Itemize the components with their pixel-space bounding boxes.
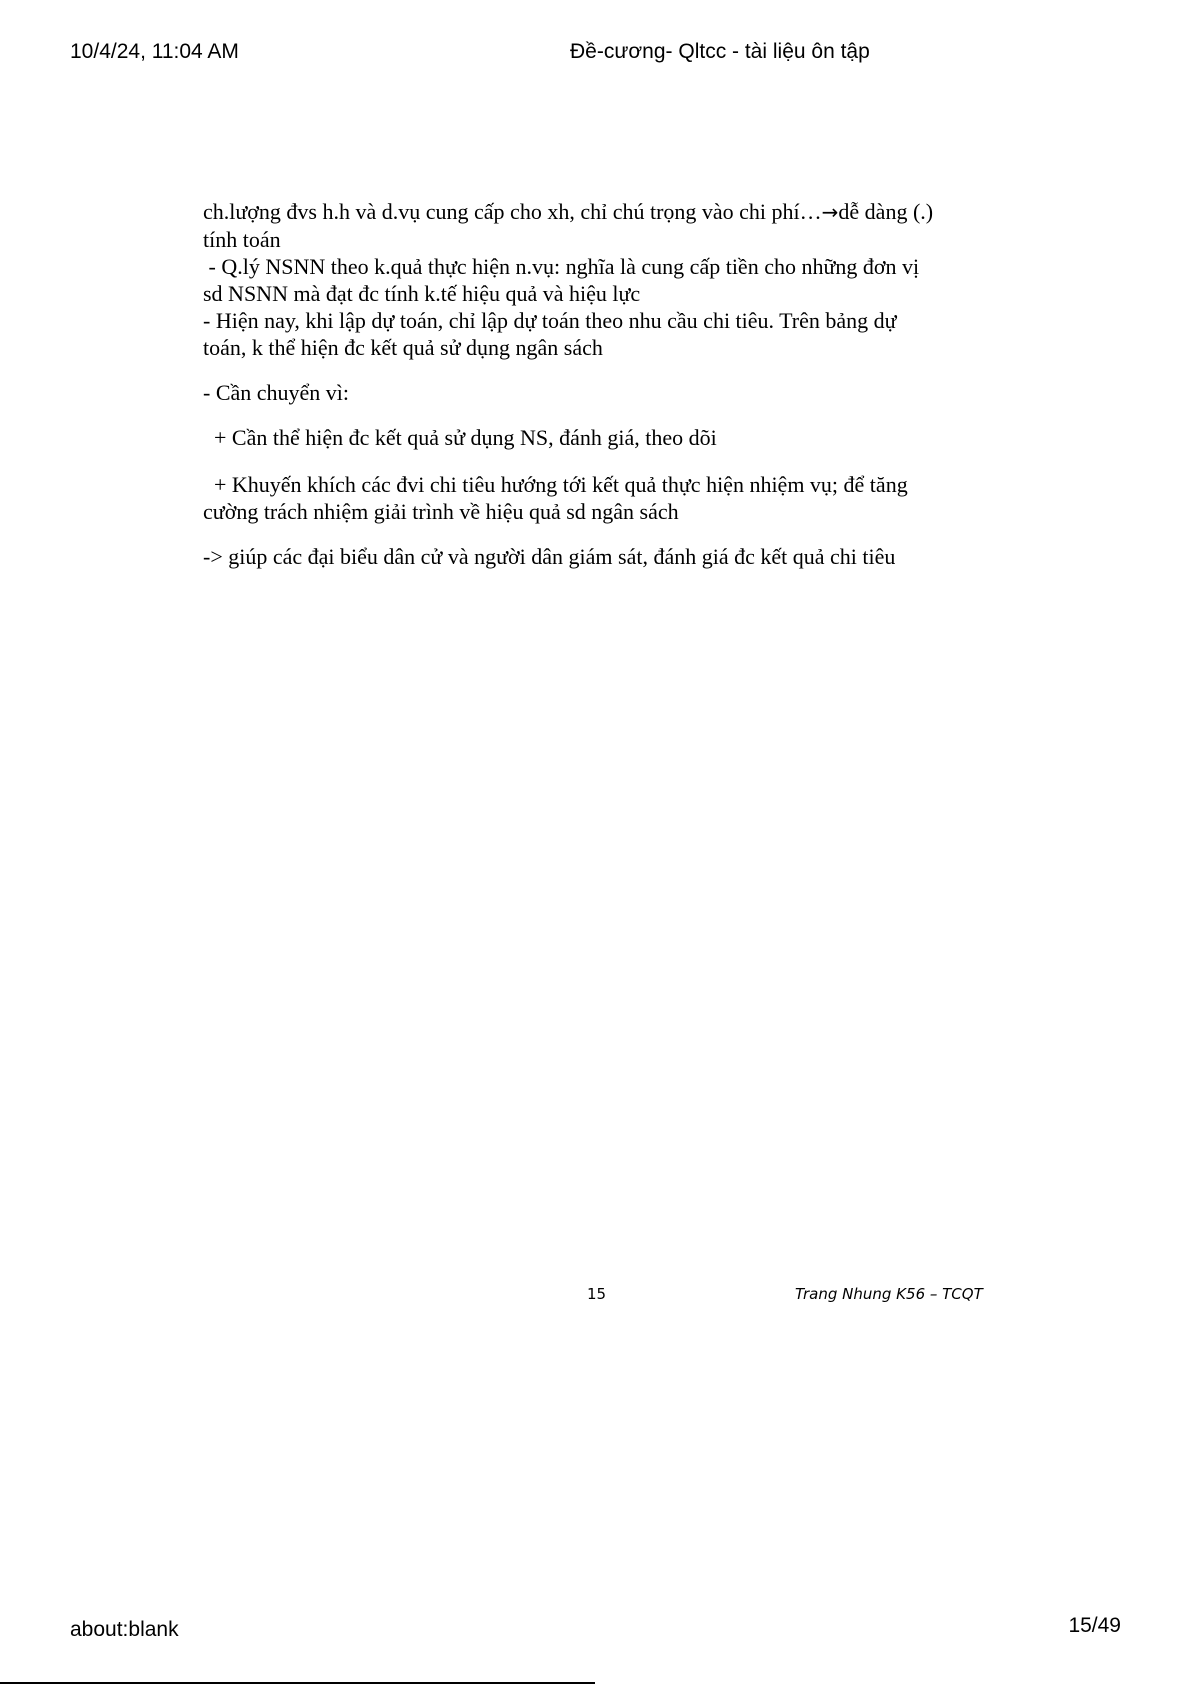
print-page-count: 15/49 xyxy=(1068,1614,1121,1637)
paragraph-line: toán, k thể hiện đc kết quả sử dụng ngân sách xyxy=(203,335,603,360)
print-url: about:blank xyxy=(70,1618,179,1641)
paragraph-line: ch.lượng đvs h.h và d.vụ cung cấp cho xh, chỉ chú trọng vào chi phí…→dễ dàng (.) xyxy=(203,199,934,224)
print-footer xyxy=(0,1614,1191,1648)
paragraph-line: - Hiện nay, khi lập dự toán, chỉ lập dự toán theo nhu cầu chi tiêu. Trên bảng dự xyxy=(203,308,897,333)
paragraph-line: tính toán xyxy=(203,227,281,252)
bottom-divider xyxy=(0,1682,595,1684)
bullet-item-continuation: cường trách nhiệm giải trình về hiệu quả sd ngân sách xyxy=(203,499,679,524)
print-document-title: Đề-cương- Qltcc - tài liệu ôn tập xyxy=(570,40,870,63)
print-header xyxy=(0,40,1191,70)
print-datetime: 10/4/24, 11:04 AM xyxy=(70,40,239,63)
arrow-right-icon: → xyxy=(821,200,839,224)
paragraph-line: - Cần chuyển vì: xyxy=(203,380,350,405)
conclusion-line: -> giúp các đại biểu dân cử và người dân giám sát, đánh giá đc kết quả chi tiêu xyxy=(203,544,896,569)
bullet-item: + Khuyến khích các đvi chi tiêu hướng tới kết quả thực hiện nhiệm vụ; để tăng xyxy=(203,472,908,497)
paragraph-line: sd NSNN mà đạt đc tính k.tế hiệu quả và hiệu lực xyxy=(203,281,641,306)
page-number: 15 xyxy=(587,1285,607,1303)
page-footer xyxy=(0,1285,1191,1309)
document-body xyxy=(203,198,1003,570)
author-credit: Trang Nhung K56 – TCQT xyxy=(795,1285,983,1303)
paragraph-line: - Q.lý NSNN theo k.quả thực hiện n.vụ: nghĩa là cung cấp tiền cho những đơn vị xyxy=(203,254,920,279)
bullet-item: + Cần thể hiện đc kết quả sử dụng NS, đánh giá, theo dõi xyxy=(203,425,717,450)
